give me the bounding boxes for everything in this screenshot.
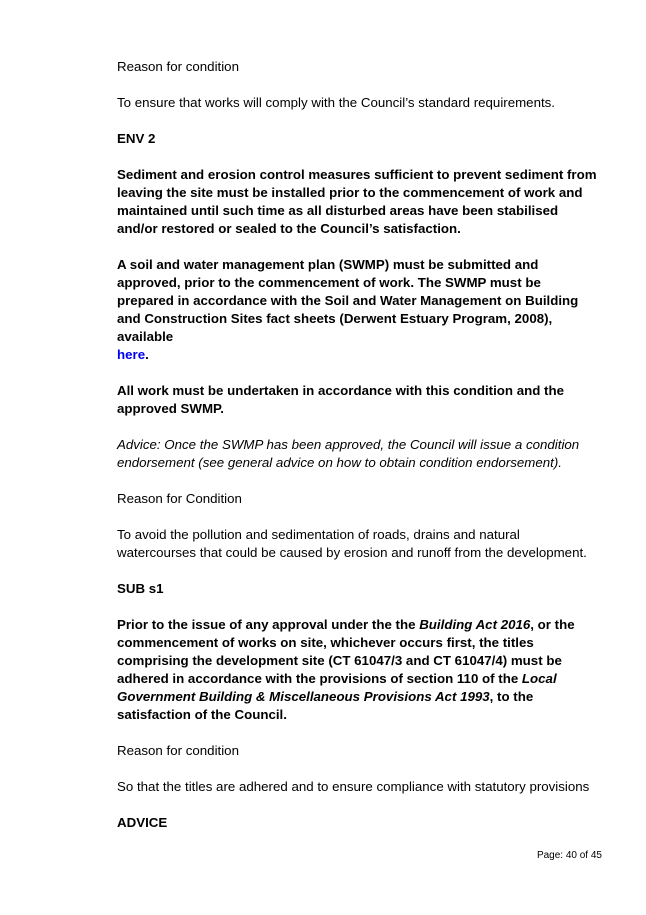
condition-heading-env2: ENV 2 xyxy=(117,131,156,146)
reason-heading-2: Reason for Condition xyxy=(117,491,242,506)
page-content xyxy=(117,58,599,832)
advice-heading: ADVICE xyxy=(117,815,168,830)
env2-advice: Advice: Once the SWMP has been approved, the Council will issue a condition endorsement (see general advice on how to obtain condition endorsement). xyxy=(117,437,580,470)
env2-paragraph-2-text: A soil and water management plan (SWMP) must be submitted and approved, prior to the commencement of work. The SWMP must be prepared in accordance with the Soil and Water Management on Building and Construction Sites fact sheets (Derwent Estuary Program, 2008), available xyxy=(117,257,579,344)
local-government-act-title: Local Government Building & Miscellaneous Provisions Act 1993 xyxy=(117,671,557,704)
here-link[interactable]: here xyxy=(117,347,146,362)
reason-text-3: So that the titles are adhered and to ensure compliance with statutory provisions xyxy=(117,779,590,794)
reason-text: To ensure that works will comply with the Council’s standard requirements. xyxy=(117,95,556,110)
reason-heading: Reason for condition xyxy=(117,59,239,74)
reason-heading-3: Reason for condition xyxy=(117,743,239,758)
sub-paragraph-c: , or the commencement of works on site, whichever occurs first, the titles comprising the development site (CT 61047/3 and CT 61047/4) must be adhered in accordance with the provisions of section 110 of the xyxy=(117,617,575,686)
sub-paragraph-e: , to the satisfaction of the Council. xyxy=(117,689,534,722)
building-act-title: Building Act 2016 xyxy=(419,617,531,632)
sub-paragraph xyxy=(117,616,599,724)
env2-paragraph-2 xyxy=(117,256,599,364)
env2-paragraph-1: Sediment and erosion control measures sufficient to prevent sediment from leaving the site must be installed prior to the commencement of work and maintained until such time as all disturbed areas have been stabilised and/or restored or sealed to the Council’s satisfaction. xyxy=(117,167,597,236)
sub-paragraph-a: Prior to the issue of any approval under the the xyxy=(117,617,416,632)
env2-paragraph-2-end: . xyxy=(145,347,149,362)
condition-heading-sub-s1: SUB s1 xyxy=(117,581,164,596)
reason-text-2: To avoid the pollution and sedimentation of roads, drains and natural watercourses that could be caused by erosion and runoff from the development. xyxy=(117,527,587,560)
env2-paragraph-3: All work must be undertaken in accordance with this condition and the approved SWMP. xyxy=(117,383,564,416)
page-number: Page: 40 of 45 xyxy=(536,850,602,861)
